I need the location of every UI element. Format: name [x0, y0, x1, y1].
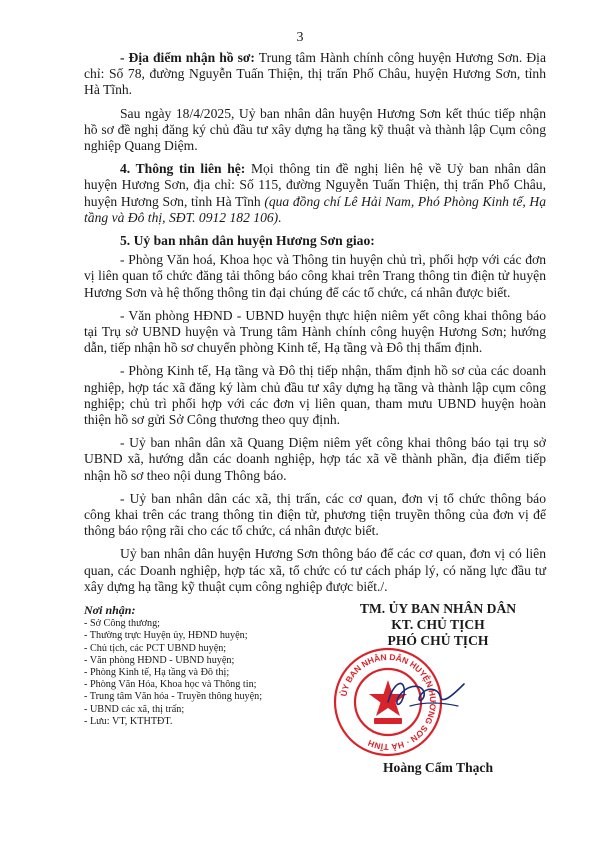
- signature-block: [318, 601, 558, 649]
- paragraph-office: - Văn phòng HĐND - UBND huyện thực hiện niêm yết công khai thông báo tại Trụ sở UBND huyện và Trung tâm Hành chính công huyện Hương Sơn; hướng dẫn, tiếp nhận hồ sơ chuyển phòng Kinh tế, Hạ tầng và Đô thị thẩm định.: [84, 307, 546, 356]
- recipients-block: [84, 604, 314, 728]
- recipient-item: - Sở Công thương;: [84, 618, 161, 630]
- recipient-item: - Lưu: VT, KTHTĐT.: [84, 715, 173, 727]
- recipient-item: - Thường trực Huyện ủy, HĐND huyện;: [84, 630, 248, 642]
- paragraph-communes-towns: - Uỷ ban nhân dân các xã, thị trấn, các cơ quan, đơn vị tổ chức thông báo công khai trên các trang thông tin điện tử, phương tiện truyền thông của đơn vị để thông báo rộng rãi cho các tổ chức, cá nhân được biết.: [84, 490, 546, 539]
- paragraph-deadline: Sau ngày 18/4/2025, Uỷ ban nhân dân huyện Hương Sơn kết thúc tiếp nhận hồ sơ đề nghị đăng ký chủ đầu tư xây dựng hạ tầng kỹ thuật và thành lập Cụm công nghiệp Quang Diệm.: [84, 105, 546, 154]
- paragraph-culture-dept: - Phòng Văn hoá, Khoa học và Thông tin huyện chủ trì, phối hợp với các đơn vị liên quan tổ chức đăng tải thông báo công khai trên Trang thông tin điện tử huyện Hương Sơn và hệ thống thông tin đại chúng để các tổ chức, cá nhân được biết.: [84, 252, 546, 300]
- handwritten-signature: [380, 672, 470, 716]
- recipient-item: - Trung tâm Văn hóa - Truyền thông huyện;: [84, 691, 263, 703]
- recipients-list: [84, 618, 314, 728]
- heading-assignments: [84, 233, 546, 249]
- recipient-item: - Phòng Văn Hóa, Khoa học và Thông tin;: [84, 679, 257, 691]
- recipient-item: - Phòng Kinh tế, Hạ tầng và Đô thị;: [84, 667, 230, 679]
- document-body: [84, 50, 546, 602]
- text-contact-person: (qua đồng chí Lê Hải Nam, Phó Phòng Kinh tế, Hạ tầng và Đô thị, SĐT. 0912 182 106).: [84, 193, 546, 225]
- signer-name: Hoàng Cẩm Thạch: [382, 760, 494, 775]
- label-receiving-location: - Địa điểm nhận hồ sơ:: [120, 50, 255, 65]
- paragraph-receiving-location: [84, 50, 546, 99]
- heading-assignments-text: 5. Uỷ ban nhân dân huyện Hương Sơn giao:: [120, 233, 375, 249]
- paragraph-closing: Uỷ ban nhân dân huyện Hương Sơn thông báo để các cơ quan, đơn vị có liên quan, các Doanh nghiệp, hợp tác xã, tổ chức có tư cách pháp lý, có năng lực đầu tư xây dựng hạ tầng kỹ thuật cụm công nghiệp được biết./.: [84, 546, 546, 594]
- paragraph-commune: - Uỷ ban nhân dân xã Quang Diệm niêm yết công khai thông báo tại trụ sở UBND xã, hướng dẫn các doanh nghiệp, hợp tác xã về thành phần, địa điểm tiếp nhận hồ sơ theo nội dung Thông báo.: [84, 435, 546, 483]
- recipient-item: - Chủ tịch, các PCT UBND huyện;: [84, 642, 227, 654]
- recipient-item: - UBND các xã, thị trấn;: [84, 703, 185, 715]
- signature-line-title: PHÓ CHỦ TỊCH: [387, 633, 489, 648]
- signature-line-role: KT. CHỦ TỊCH: [391, 617, 485, 632]
- page-number: 3: [296, 30, 304, 45]
- recipient-item: - Văn phòng HĐND - UBND huyện;: [84, 654, 235, 666]
- seal-emblem-base: [374, 718, 402, 724]
- seal-text-path: ỦY BAN NHÂN DÂN HUYỆN HƯƠNG SƠN · HÀ TĨNH: [338, 651, 439, 753]
- recipients-heading: Nơi nhận:: [84, 603, 136, 617]
- label-contact: 4. Thông tin liên hệ:: [120, 161, 246, 177]
- paragraph-economy-dept: - Phòng Kinh tế, Hạ tầng và Đô thị tiếp nhận, thẩm định hồ sơ của các doanh nghiệp, hợp tác xã đăng ký làm chủ đầu tư xây dựng hạ tầng và thành lập cụm công nghiệp; chủ trì phối hợp với các đơn vị liên quan, tham mưu UBND huyện hoàn thiện hồ sơ gửi Sở Công thương theo quy định.: [84, 363, 546, 428]
- signature-line-org: TM. ỦY BAN NHÂN DÂN: [359, 601, 517, 616]
- paragraph-contact: [84, 161, 546, 226]
- text-contact: Mọi thông tin đề nghị liên hệ về Uỷ ban nhân dân huyện Hương Sơn, địa chỉ: Số 115, đường Nguyễn Tuấn Thiện, thị trấn Phố Châu, huyện Hương Sơn, tỉnh Hà Tĩnh: [84, 161, 546, 209]
- text-receiving-location: Trung tâm Hành chính công huyện Hương Sơn. Địa chỉ: Số 78, đường Nguyễn Tuấn Thiện, thị trấn Phố Châu, huyện Hương Sơn, tỉnh Hà Tĩnh.: [84, 50, 546, 98]
